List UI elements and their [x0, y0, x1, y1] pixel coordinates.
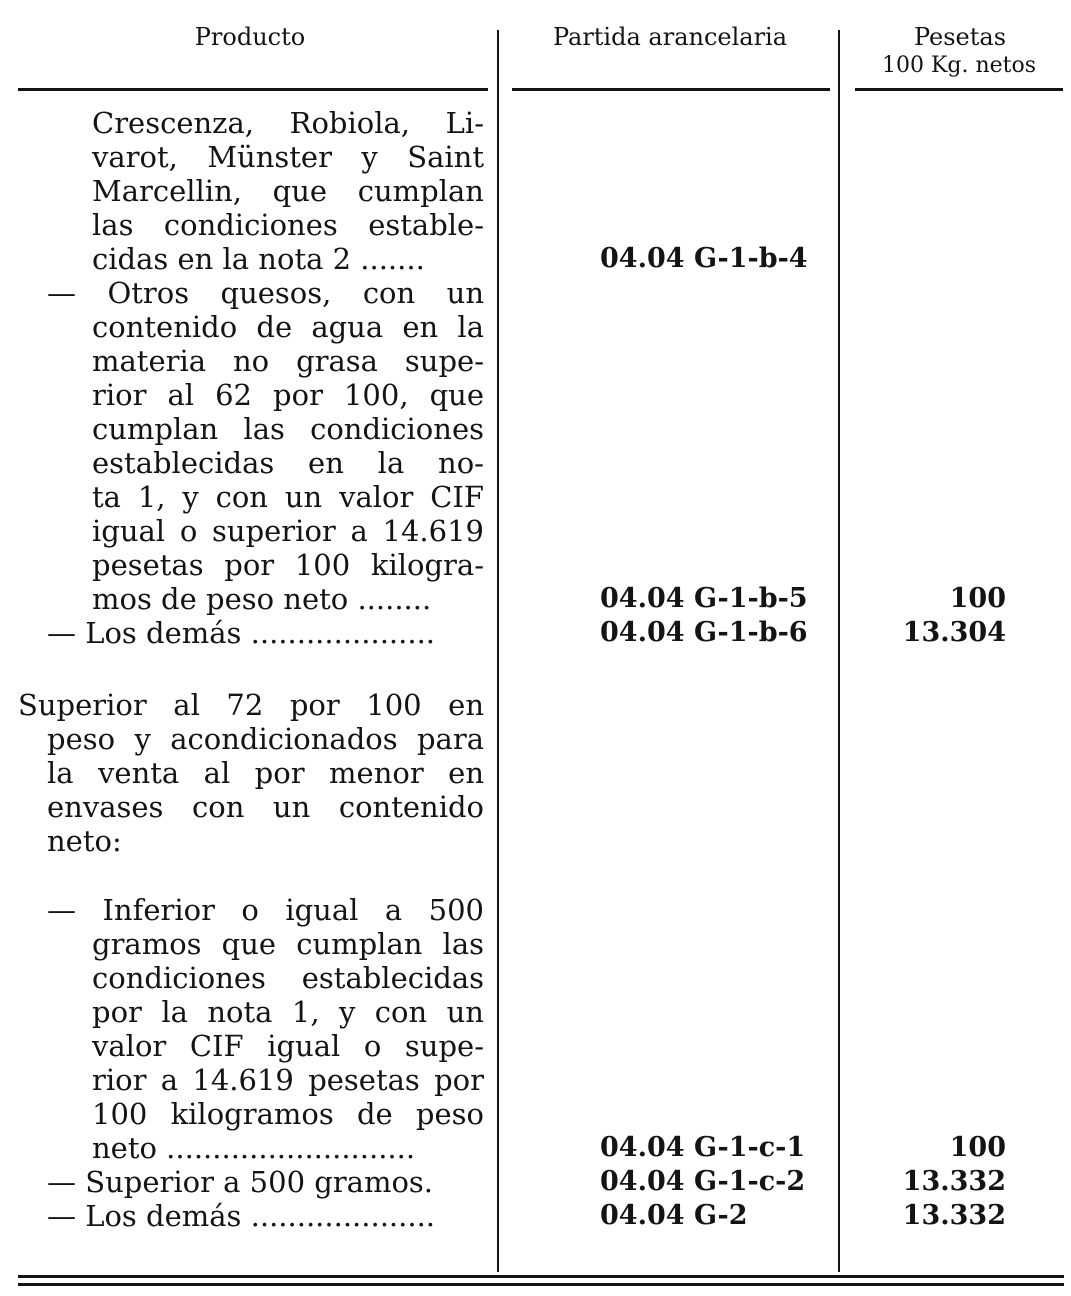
product-text-line: gramos que cumplan las — [92, 927, 484, 961]
product-text-line: neto: — [47, 824, 122, 858]
pesetas-value: 13.332 — [902, 1166, 1006, 1197]
product-text-line: igual o superior a 14.619 — [92, 514, 484, 548]
product-text-line: Superior al 72 por 100 en — [18, 688, 484, 722]
product-text-line: contenido de agua en la — [92, 310, 484, 344]
product-text-line: condiciones establecidas — [92, 961, 484, 995]
product-text-line: pesetas por 100 kilogra- — [92, 548, 484, 582]
product-text-line: — Los demás .................... — [47, 1199, 436, 1233]
product-text-line: — Otros quesos, con un — [47, 276, 484, 310]
product-text-line: envases con un contenido — [47, 790, 484, 824]
product-text-line: rior al 62 por 100, que — [92, 378, 484, 412]
product-text-line: por la nota 1, y con un — [92, 995, 484, 1029]
product-text-line: — Superior a 500 gramos. — [47, 1165, 434, 1199]
product-text-line: mos de peso neto ........ — [92, 582, 432, 616]
product-text-line: rior a 14.619 pesetas por — [92, 1063, 484, 1097]
tariff-code: 04.04 G-1-b-6 — [600, 617, 808, 648]
product-text-line: las condiciones estable- — [92, 208, 484, 242]
pesetas-value: 100 — [949, 1132, 1006, 1163]
tariff-code: 04.04 G-2 — [600, 1200, 748, 1231]
product-text-line: valor CIF igual o supe- — [92, 1029, 484, 1063]
header-pesetas: Pesetas — [913, 23, 1007, 51]
product-text-line: Crescenza, Robiola, Li- — [92, 106, 484, 140]
product-text-line: cidas en la nota 2 ....... — [92, 242, 425, 276]
pesetas-value: 13.332 — [902, 1200, 1006, 1231]
header-partida-arancelaria: Partida arancelaria — [552, 23, 788, 51]
product-text-line: la venta al por menor en — [47, 756, 484, 790]
header-producto: Producto — [194, 23, 306, 51]
product-text-line: — Inferior o igual a 500 — [47, 893, 484, 927]
product-text-line: 100 kilogramos de peso — [92, 1097, 484, 1131]
product-text-line: materia no grasa supe- — [92, 344, 484, 378]
product-text-line: varot, Münster y Saint — [92, 140, 484, 174]
tariff-code: 04.04 G-1-c-2 — [600, 1166, 806, 1197]
header-unit: 100 Kg. netos — [881, 53, 1037, 78]
tariff-code: 04.04 G-1-b-5 — [600, 583, 808, 614]
tariff-code: 04.04 G-1-b-4 — [600, 243, 808, 274]
pesetas-value: 100 — [949, 583, 1006, 614]
product-text-line: cumplan las condiciones — [92, 412, 484, 446]
product-text-line: Marcellin, que cumplan — [92, 174, 484, 208]
product-text-line: establecidas en la no- — [92, 446, 484, 480]
product-text-line: ta 1, y con un valor CIF — [92, 480, 484, 514]
product-text-line: peso y acondicionados para — [47, 722, 484, 756]
pesetas-value: 13.304 — [902, 617, 1006, 648]
tariff-code: 04.04 G-1-c-1 — [600, 1132, 806, 1163]
product-text-line: — Los demás .................... — [47, 616, 436, 650]
product-text-line: neto ........................... — [92, 1131, 416, 1165]
